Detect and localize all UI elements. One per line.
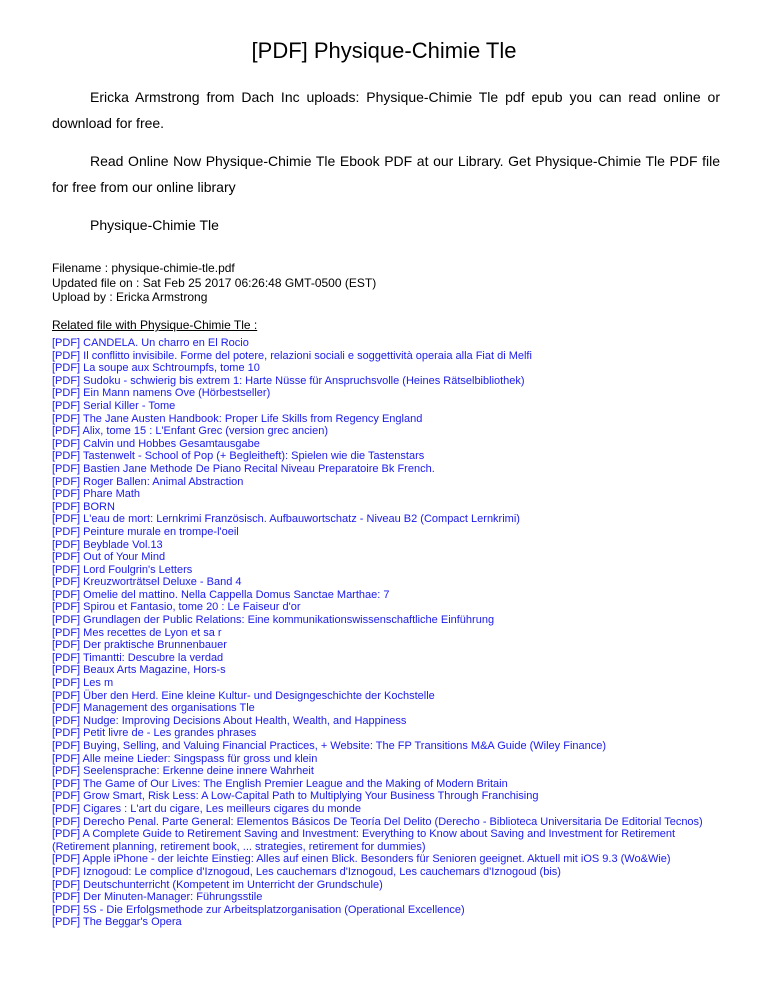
related-link[interactable]: [PDF] BORN [52,500,115,513]
related-link[interactable]: [PDF] Kreuzworträtsel Deluxe - Band 4 [52,576,242,589]
related-link[interactable]: [PDF] Grundlagen der Public Relations: Eine kommunikationswissenschaftliche Einführung [52,614,495,627]
related-link-item [52,853,724,866]
related-link-item [52,337,724,350]
related-link[interactable]: [PDF] Alix, tome 15 : L'Enfant Grec (version grec ancien) [52,425,328,438]
related-link[interactable]: [PDF] Management des organisations Tle [52,702,255,715]
related-link[interactable]: [PDF] CANDELA. Un charro en El Rocio [52,337,249,349]
filename-line: Filename : physique-chimie-tle.pdf [52,261,235,275]
related-link[interactable]: [PDF] The Jane Austen Handbook: Proper Life Skills from Regency England [52,412,423,425]
related-link-item [52,727,724,740]
related-link-item [52,564,724,577]
related-link-item [52,350,724,363]
related-links-list [52,337,724,929]
related-link[interactable]: [PDF] Iznogoud: Le complice d'Iznogoud, Les cauchemars d'Iznogoud, Les cauchemars d'Iznogoud (bis) [52,865,561,878]
related-link[interactable]: [PDF] Apple iPhone - der leichte Einstieg: Alles auf einen Blick. Besonders für Senioren geeignet. Aktuell mit iOS 9.3 (Wo&Wie) [52,853,671,866]
related-link[interactable]: [PDF] The Beggar's Opera [52,916,182,929]
related-link-item [52,627,724,640]
related-link[interactable]: [PDF] Petit livre de - Les grandes phrases [52,727,257,740]
related-link[interactable]: [PDF] Sudoku - schwierig bis extrem 1: Harte Nüsse für Anspruchsvolle (Heines Rätselbibliothek) [52,374,525,387]
related-link-item [52,362,724,375]
related-link[interactable]: [PDF] Les m [52,677,114,690]
related-link[interactable]: [PDF] Grow Smart, Risk Less: A Low-Capital Path to Multiplying Your Business Through Franchising [52,790,539,803]
related-link-item [52,702,724,715]
related-link-item [52,816,724,829]
related-link[interactable]: [PDF] Derecho Penal. Parte General: Elementos Básicos De Teoría Del Delito (Derecho - Biblioteca Universitaria De Editorial Tecnos) [52,815,703,828]
related-link-item [52,526,724,539]
related-link[interactable]: [PDF] La soupe aux Schtroumpfs, tome 10 [52,362,260,375]
related-link-item [52,866,724,879]
related-link-item [52,589,724,602]
related-link[interactable]: [PDF] Beyblade Vol.13 [52,538,163,551]
library-paragraph: Read Online Now Physique-Chimie Tle Ebook PDF at our Library. Get Physique-Chimie Tle PDF file for free from our online library [52,153,720,195]
related-link[interactable]: [PDF] Ein Mann namens Ove (Hörbestseller) [52,387,271,400]
related-link-item [52,601,724,614]
related-link[interactable]: [PDF] L'eau de mort: Lernkrimi Französisch. Aufbauwortschatz - Niveau B2 (Compact Lernkrimi) [52,513,520,526]
related-link-item [52,639,724,652]
related-link-item [52,891,724,904]
related-link-item [52,488,724,501]
related-link[interactable]: [PDF] Out of Your Mind [52,551,166,564]
related-link-item [52,539,724,552]
intro-paragraph: Ericka Armstrong from Dach Inc uploads: Physique-Chimie Tle pdf epub you can read online or download for free. [52,89,720,131]
related-link-item [52,904,724,917]
file-meta [52,261,376,305]
related-link-item [52,476,724,489]
related-link[interactable]: [PDF] Timantti: Descubre la verdad [52,651,224,664]
related-link[interactable]: [PDF] Omelie del mattino. Nella Cappella Domus Sanctae Marthae: 7 [52,588,390,601]
related-link[interactable]: [PDF] Über den Herd. Eine kleine Kultur- und Designgeschichte der Kochstelle [52,689,435,702]
related-link[interactable]: [PDF] Der praktische Brunnenbauer [52,639,227,652]
updated-line: Updated file on : Sat Feb 25 2017 06:26:48 GMT-0500 (EST) [52,275,377,290]
related-link[interactable]: [PDF] Bastien Jane Methode De Piano Recital Niveau Preparatoire Bk French. [52,462,435,475]
related-link[interactable]: [PDF] Nudge: Improving Decisions About Health, Wealth, and Happiness [52,714,407,727]
related-link[interactable]: [PDF] Beaux Arts Magazine, Hors-s [52,664,226,677]
related-link-item [52,438,724,451]
book-title-paragraph: Physique-Chimie Tle [90,217,219,233]
related-link[interactable]: [PDF] Calvin und Hobbes Gesamtausgabe [52,437,260,450]
related-link-item [52,715,724,728]
related-link-item [52,753,724,766]
related-link-item [52,513,724,526]
related-link[interactable]: [PDF] Der Minuten-Manager: Führungsstile [52,891,263,904]
related-link-item [52,501,724,514]
related-link[interactable]: [PDF] The Game of Our Lives: The English Premier League and the Making of Modern Britain [52,777,508,790]
related-link-item [52,916,724,929]
related-link-item [52,740,724,753]
related-link-item [52,551,724,564]
related-link[interactable]: [PDF] Serial Killer - Tome [52,399,176,412]
related-heading: Related file with Physique-Chimie Tle : [52,318,258,332]
related-link[interactable]: [PDF] Deutschunterricht (Kompetent im Unterricht der Grundschule) [52,878,383,891]
related-link-item [52,765,724,778]
related-link[interactable]: [PDF] A Complete Guide to Retirement Saving and Investment: Everything to Know about Saving and Investment for Retirement (Retirement planning, retirement book, ... strategies, retirement for dummies) [52,828,676,853]
related-link-item [52,450,724,463]
related-link-item [52,375,724,388]
related-link[interactable]: [PDF] Seelensprache: Erkenne deine innere Wahrheit [52,765,314,778]
related-link[interactable]: [PDF] Il conflitto invisibile. Forme del potere, relazioni sociali e soggettività operaia alla Fiat di Melfi [52,349,532,362]
related-link[interactable]: [PDF] Buying, Selling, and Valuing Financial Practices, + Website: The FP Transitions M&A Guide (Wiley Finance) [52,740,607,752]
related-link-item [52,425,724,438]
related-link-item [52,879,724,892]
related-link[interactable]: [PDF] 5S - Die Erfolgsmethode zur Arbeitsplatzorganisation (Operational Excellence) [52,903,465,916]
related-link-item [52,828,724,853]
related-link[interactable]: [PDF] Alle meine Lieder: Singspass für gross und klein [52,752,318,765]
related-link[interactable]: [PDF] Lord Foulgrin's Letters [52,563,193,576]
related-link-item [52,387,724,400]
related-link[interactable]: [PDF] Tastenwelt - School of Pop (+ Begleitheft): Spielen wie die Tastenstars [52,450,425,463]
related-link-item [52,652,724,665]
related-link-item [52,664,724,677]
related-link-item [52,400,724,413]
related-link-item [52,413,724,426]
upload-by-line: Upload by : Ericka Armstrong [52,290,208,304]
related-link-item [52,803,724,816]
related-link-item [52,778,724,791]
related-link[interactable]: [PDF] Peinture murale en trompe-l'oeil [52,525,239,538]
related-link[interactable]: [PDF] Mes recettes de Lyon et sa r [52,626,222,639]
related-link-item [52,576,724,589]
related-link-item [52,690,724,703]
related-link[interactable]: [PDF] Phare Math [52,488,141,501]
related-link-item [52,677,724,690]
related-link[interactable]: [PDF] Roger Ballen: Animal Abstraction [52,475,244,488]
related-link-item [52,463,724,476]
page-title: [PDF] Physique-Chimie Tle [251,38,517,63]
related-link-item [52,614,724,627]
related-link[interactable]: [PDF] Cigares : L'art du cigare, Les meilleurs cigares du monde [52,802,362,815]
related-link[interactable]: [PDF] Spirou et Fantasio, tome 20 : Le Faiseur d'or [52,601,301,614]
related-link-item [52,790,724,803]
